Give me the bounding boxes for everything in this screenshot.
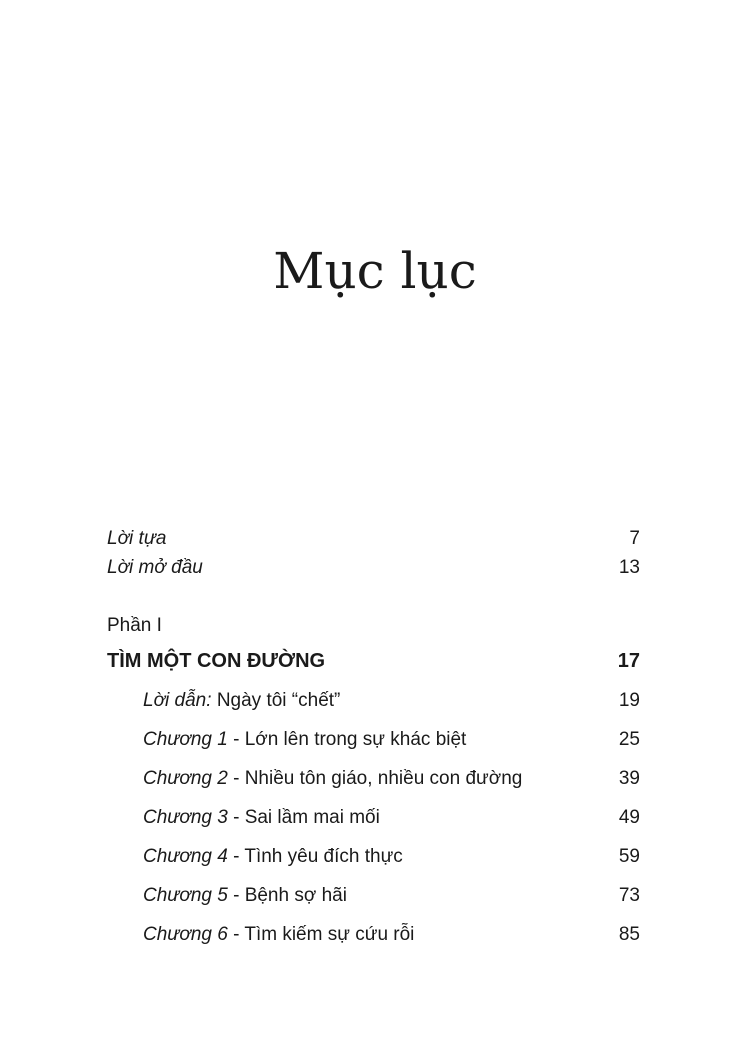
toc-page-number: 19: [618, 690, 640, 711]
part-title: TÌM MỘT CON ĐƯỜNG: [107, 650, 326, 672]
chapter-title: Bệnh sợ hãi: [244, 885, 347, 906]
toc-entry-part-title[interactable]: [107, 641, 640, 681]
toc-entry-chapter[interactable]: [107, 759, 640, 798]
toc-entry-preface[interactable]: [107, 524, 640, 553]
chapter-separator: -: [227, 807, 245, 828]
page-title: Mục lục: [273, 242, 477, 300]
chapter-separator: -: [227, 885, 245, 906]
chapter-title: Tìm kiếm sự cứu rỗi: [244, 924, 415, 945]
chapter-separator: -: [227, 729, 245, 750]
chapter-title: Ngày tôi “chết”: [216, 690, 341, 711]
toc-page-number: 17: [617, 650, 640, 672]
toc-entry-chapter[interactable]: [107, 837, 640, 876]
toc-entry-label: Lời tựa: [107, 528, 167, 549]
chapter-title: Nhiều tôn giáo, nhiều con đường: [244, 768, 523, 789]
chapter-prefix: Lời dẫn:: [143, 690, 212, 711]
toc-entry-introduction[interactable]: [107, 553, 640, 582]
chapter-prefix: Chương 4: [143, 846, 228, 867]
chapter-title: Lớn lên trong sự khác biệt: [244, 729, 467, 750]
chapter-prefix: Chương 5: [143, 885, 228, 906]
toc-page-number: 49: [618, 807, 640, 828]
toc-page-number: 59: [618, 846, 640, 867]
chapter-prefix: Chương 6: [143, 924, 228, 945]
chapter-prefix: Chương 2: [143, 768, 228, 789]
chapter-title: Sai lầm mai mối: [244, 807, 380, 828]
chapter-separator: -: [227, 924, 245, 945]
toc-page-number: 13: [618, 557, 640, 578]
toc-page-number: 73: [618, 885, 640, 906]
chapter-prefix: Chương 1: [143, 729, 228, 750]
toc-entry-label: Lời mở đầu: [107, 557, 203, 578]
chapter-separator: -: [227, 768, 245, 789]
toc-entry-chapter[interactable]: [107, 798, 640, 837]
chapter-prefix: Chương 3: [143, 807, 228, 828]
toc-page-number: 7: [629, 528, 640, 549]
toc-entry-chapter[interactable]: [107, 720, 640, 759]
chapter-separator: -: [227, 846, 245, 867]
toc-page-number: 39: [618, 768, 640, 789]
table-of-contents: [107, 524, 640, 954]
toc-page-number: 85: [618, 924, 640, 945]
toc-page-number: 25: [618, 729, 640, 750]
part-label: Phần I: [107, 615, 162, 636]
toc-entry-chapter[interactable]: [107, 681, 640, 720]
toc-entry-chapter[interactable]: [107, 915, 640, 954]
chapter-title: Tình yêu đích thực: [244, 846, 403, 867]
toc-entry-chapter[interactable]: [107, 876, 640, 915]
